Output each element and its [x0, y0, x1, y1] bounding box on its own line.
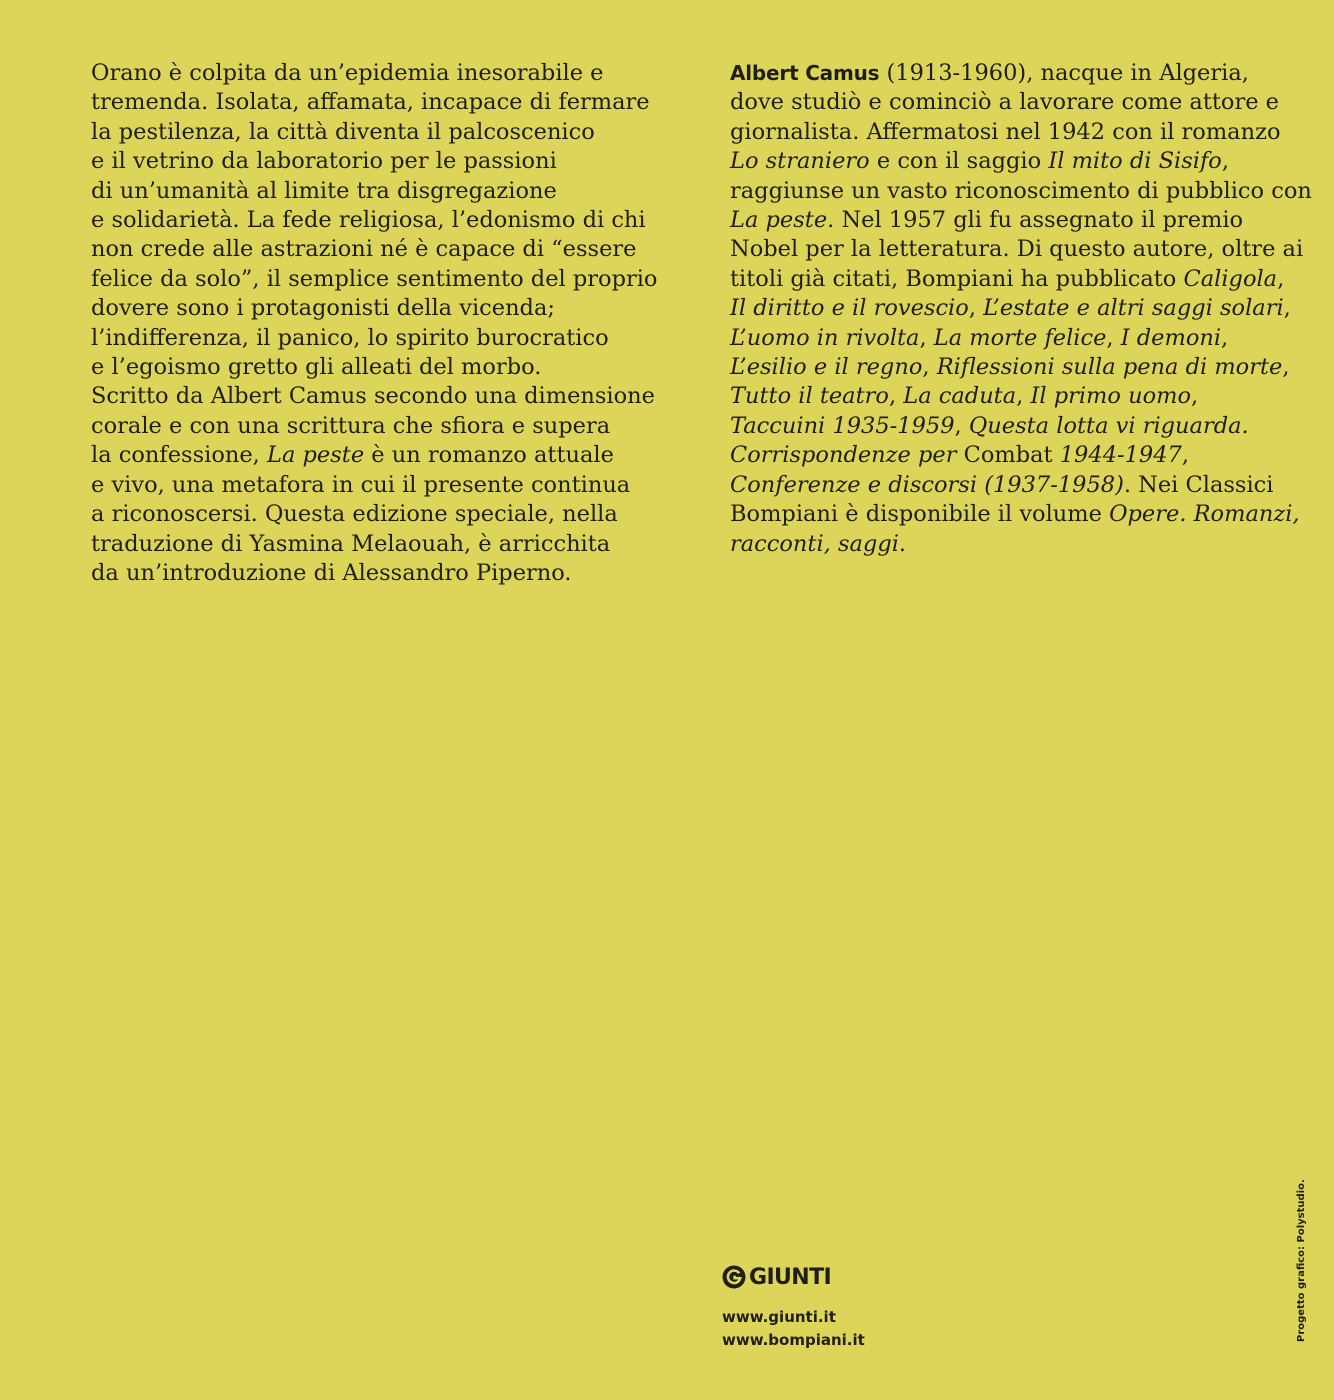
synopsis-line: e l’egoismo gretto gli alleati del morbo. — [91, 354, 542, 381]
bio-text: , — [954, 412, 969, 439]
book-title: L’esilio e il regno — [730, 354, 923, 381]
book-title: Il primo uomo — [1030, 383, 1191, 410]
bio-text: . Nel 1957 gli fu assegnato il premio — [827, 207, 1244, 234]
author-bio-column — [730, 59, 1312, 559]
bio-text: , — [1016, 383, 1031, 410]
bio-line — [730, 206, 1290, 235]
book-title: racconti, saggi — [730, 530, 899, 557]
synopsis-line: di un’umanità al limite tra disgregazione — [91, 177, 557, 204]
bio-text: (1913-1960), nacque in Algeria, — [879, 60, 1249, 86]
book-title: Riflessioni sulla pena di morte — [936, 354, 1283, 381]
bio-line — [730, 265, 1290, 294]
synopsis-text: è un romanzo attuale — [364, 442, 614, 469]
bio-text: . Nei Classici — [1123, 471, 1274, 498]
giunti-logo-icon — [722, 1265, 746, 1289]
book-title: 1944-1947 — [1052, 442, 1182, 469]
logo-text: GIUNTI — [749, 1264, 832, 1290]
synopsis-line: da un’introduzione di Alessandro Piperno. — [91, 559, 572, 586]
bio-text: , — [1282, 354, 1290, 381]
synopsis-column — [91, 59, 658, 588]
synopsis-line: traduzione di Yasmina Melaouah, è arricchita — [91, 530, 611, 557]
publisher-urls — [722, 1306, 865, 1352]
synopsis-line — [91, 441, 631, 470]
url-bompiani: www.bompiani.it — [722, 1331, 865, 1349]
bio-line: dove studiò e cominciò a lavorare come attore e — [730, 89, 1279, 116]
book-title: Tutto il teatro — [730, 383, 889, 410]
book-title: Questa lotta vi riguarda. — [968, 412, 1249, 439]
synopsis-line: corale e con una scrittura che sfiora e supera — [91, 412, 611, 439]
bio-line — [730, 412, 1290, 441]
book-title: Conferenze e discorsi (1937-1958) — [730, 471, 1124, 498]
url-giunti: www.giunti.it — [722, 1308, 836, 1326]
bio-line — [730, 294, 1290, 323]
bio-text: , — [922, 354, 937, 381]
bio-line — [730, 530, 1290, 559]
book-title: I demoni — [1120, 324, 1222, 351]
synopsis-text: la confessione, — [91, 442, 267, 469]
bio-text: , — [888, 383, 904, 410]
synopsis-line: e vivo, una metafora in cui il presente continua — [91, 471, 631, 498]
synopsis-line: dovere sono i protagonisti della vicenda; — [91, 295, 555, 322]
book-title: L’uomo in rivolta — [730, 324, 920, 351]
book-title: Lo straniero — [730, 148, 870, 175]
bio-text: , — [1181, 442, 1190, 469]
book-title: L’estate e altri saggi solari — [983, 295, 1284, 322]
bio-text: , — [1221, 324, 1229, 351]
author-name: Albert Camus — [730, 61, 880, 85]
bio-line: Nobel per la letteratura. Di questo autore, oltre ai — [730, 236, 1304, 263]
bio-text: titoli già citati, Bompiani ha pubblicato — [730, 265, 1184, 292]
synopsis-line: e solidarietà. La fede religiosa, l’edonismo di chi — [91, 207, 646, 234]
book-title: Il diritto e il rovescio — [730, 295, 969, 322]
synopsis-line: e il vetrino da laboratorio per le passioni — [91, 148, 557, 175]
bio-text: , — [1283, 295, 1291, 322]
book-title: Taccuini 1935-1959 — [730, 412, 955, 439]
bio-text: , — [1191, 383, 1199, 410]
bio-text: , — [1106, 324, 1121, 351]
book-title: La caduta — [903, 383, 1017, 410]
book-title: Corrispondenze per — [730, 442, 964, 469]
bio-line — [730, 147, 1290, 176]
synopsis-line: Scritto da Albert Camus secondo una dimensione — [91, 383, 655, 410]
bio-line — [730, 471, 1290, 500]
design-credit: Progetto grafico: Polystudio. — [1296, 1179, 1307, 1342]
bio-line: raggiunse un vasto riconoscimento di pubblico con — [730, 177, 1312, 204]
giunti-logo — [722, 1262, 865, 1292]
book-title: La peste — [730, 207, 828, 234]
book-title: Caligola — [1183, 265, 1278, 292]
bio-text: , — [919, 324, 934, 351]
publisher-block — [722, 1262, 865, 1352]
bio-text: . — [898, 530, 907, 557]
bio-line — [730, 324, 1290, 353]
synopsis-line: a riconoscersi. Questa edizione speciale, nella — [91, 501, 618, 528]
synopsis-line: tremenda. Isolata, affamata, incapace di fermare — [91, 89, 650, 116]
bio-line — [730, 59, 1290, 88]
book-title: Opere. Romanzi, — [1109, 501, 1300, 528]
book-title: La morte felice — [933, 324, 1107, 351]
bio-text: , — [1277, 265, 1285, 292]
synopsis-line: la pestilenza, la città diventa il palcoscenico — [91, 118, 595, 145]
bio-line — [730, 382, 1290, 411]
bio-line — [730, 441, 1290, 470]
bio-text: Bompiani è disponibile il volume — [730, 501, 1110, 528]
synopsis-line: l’indifferenza, il panico, lo spirito burocratico — [91, 324, 609, 351]
bio-line — [730, 353, 1290, 382]
bio-line: giornalista. Affermatosi nel 1942 con il romanzo — [730, 118, 1281, 145]
synopsis-line: Orano è colpita da un’epidemia inesorabile e — [91, 60, 604, 86]
bio-line — [730, 500, 1300, 529]
synopsis-line: non crede alle astrazioni né è capace di “essere — [91, 236, 637, 263]
bio-text: , — [1221, 148, 1229, 175]
bio-text: , — [968, 295, 984, 322]
book-title-la-peste: La peste — [267, 442, 365, 469]
synopsis-line: felice da solo”, il semplice sentimento del proprio — [91, 265, 658, 292]
bio-text: e con il saggio — [869, 148, 1049, 175]
book-title-roman: Combat — [963, 442, 1053, 469]
book-title: Il mito di Sisifo — [1048, 148, 1222, 175]
